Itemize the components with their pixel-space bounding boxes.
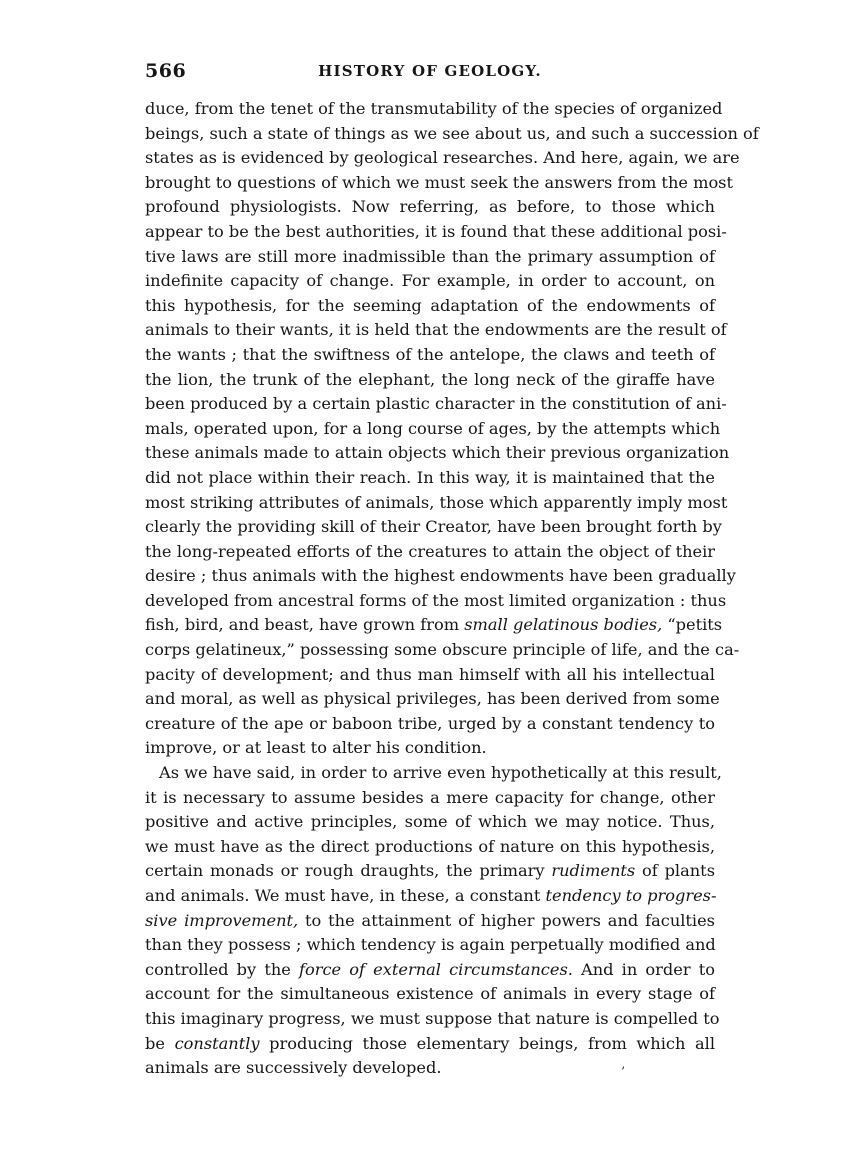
text-run: this imaginary progress, we must suppose that nature is compelled to (145, 1008, 720, 1028)
text-line (145, 466, 715, 491)
text-run: corps gelatineux,” possessing some obscure principle of life, and the ca- (145, 640, 740, 660)
text-line (145, 220, 727, 245)
text-run: fish, bird, and beast, have grown from (145, 615, 465, 635)
text-line (145, 884, 715, 909)
text-run: and moral, as well as physical privileges, has been derived from some (145, 689, 720, 709)
text-run: positive and active principles, some of which we may notice. Thus, (145, 812, 715, 832)
text-run: account for the simultaneous existence of animals in every stage of (145, 984, 715, 1004)
text-line (145, 491, 728, 516)
text-line (145, 810, 715, 835)
text-run: desire ; thus animals with the highest endowments have been gradually (145, 566, 736, 586)
text-run: creature of the ape or baboon tribe, urged by a constant tendency to (145, 713, 715, 733)
text-run: did not place within their reach. In this way, it is maintained that the (145, 467, 715, 487)
running-head (145, 60, 715, 86)
text-line (145, 269, 715, 294)
text-line (145, 392, 727, 417)
text-run: than they possess ; which tendency is again perpetually modified and (145, 935, 716, 955)
text-line (145, 343, 715, 368)
text-line (145, 318, 727, 343)
italic-phrase: tendency to progres- (545, 886, 717, 905)
text-line (145, 736, 715, 761)
text-run: pacity of development; and thus man himself with all his intellectual (145, 664, 715, 684)
text-run: producing those elementary beings, from which all (259, 1033, 715, 1053)
text-line (145, 564, 736, 589)
italic-phrase: constantly (174, 1033, 260, 1053)
text-run: the lion, the trunk of the elephant, the long neck of the giraffe have (145, 369, 715, 389)
text-line (145, 589, 727, 614)
text-line (145, 663, 715, 688)
text-run: animals are successively developed. (145, 1058, 442, 1078)
page-number: 566 (145, 60, 187, 82)
text-line (145, 515, 722, 540)
text-line (145, 417, 721, 442)
text-line (145, 368, 715, 393)
text-line (145, 786, 715, 811)
text-line (145, 982, 715, 1007)
italic-phrase: rudiments (551, 861, 636, 881)
text-line (145, 294, 715, 319)
text-run: the long-repeated efforts of the creatures to attain the object of their (145, 541, 715, 561)
running-title: HISTORY OF GEOLOGY. (318, 62, 542, 80)
text-line (145, 1056, 715, 1081)
text-run: tive laws are still more inadmissible than the primary assumption of (145, 246, 715, 266)
text-run: and animals. We must have, in these, a constant (145, 886, 546, 905)
paragraph (145, 97, 759, 761)
stray-ink-mark: ’ (621, 1065, 626, 1080)
text-line (145, 958, 715, 983)
text-line (145, 613, 723, 638)
text-line (145, 97, 723, 122)
text-run: improve, or at least to alter his condition. (145, 738, 487, 758)
italic-phrase: force of external circumstances. (299, 959, 573, 979)
text-run: indefinite capacity of change. For example, in order to account, on (145, 271, 715, 291)
text-run: appear to be the best authorities, it is found that these additional posi- (145, 221, 727, 241)
text-line (145, 638, 740, 663)
text-run: be (145, 1033, 175, 1053)
text-run: this hypothesis, for the seeming adaptation of the endowments of (145, 295, 715, 315)
text-run: developed from ancestral forms of the most limited organization : thus (145, 590, 727, 610)
text-line (145, 171, 733, 196)
text-line (145, 245, 715, 270)
text-line (145, 933, 715, 958)
paragraph (145, 761, 722, 1081)
text-run: controlled by the (145, 959, 299, 979)
text-line (145, 195, 715, 220)
text-line (145, 146, 740, 171)
text-run: duce, from the tenet of the transmutability of the species of organized (145, 99, 723, 118)
text-run: states as is evidenced by geological researches. And here, again, we are (145, 148, 740, 168)
italic-phrase: small gelatinous bodies, (464, 615, 663, 635)
text-line (145, 1032, 715, 1057)
text-line (145, 859, 715, 884)
text-line (145, 1007, 720, 1032)
text-run: of plants (635, 861, 715, 881)
text-line (145, 835, 715, 860)
text-run: been produced by a certain plastic character in the constitution of ani- (145, 394, 727, 414)
text-line (145, 687, 720, 712)
italic-phrase: sive improvement, (145, 910, 299, 930)
text-run: these animals made to attain objects which their previous organization (145, 443, 730, 463)
text-run: animals to their wants, it is held that the endowments are the result of (145, 320, 727, 340)
text-run: profound physiologists. Now referring, as before, to those which (145, 197, 715, 217)
text-run: And in order to (572, 959, 716, 979)
text-line (145, 761, 722, 786)
text-line (145, 712, 715, 737)
text-line (145, 441, 730, 466)
text-run: beings, such a state of things as we see about us, and such a succession of (145, 123, 759, 143)
body-text (145, 97, 759, 1081)
text-run: most striking attributes of animals, those which apparently imply most (145, 492, 728, 512)
text-run: As we have said, in order to arrive even hypothetically at this result, (159, 763, 722, 783)
text-run: mals, operated upon, for a long course of ages, by the attempts which (145, 418, 721, 438)
text-run: brought to questions of which we must seek the answers from the most (145, 172, 733, 192)
text-line (145, 540, 715, 565)
text-run: to the attainment of higher powers and faculties (298, 910, 715, 930)
text-run: it is necessary to assume besides a mere capacity for change, other (145, 787, 715, 807)
text-run: we must have as the direct productions of nature on this hypothesis, (145, 836, 715, 856)
text-run: certain monads or rough draughts, the primary (145, 861, 552, 881)
text-line (145, 909, 715, 934)
text-run: clearly the providing skill of their Creator, have been brought forth by (145, 517, 722, 537)
text-run: the wants ; that the swiftness of the antelope, the claws and teeth of (145, 344, 715, 364)
text-run: “petits (662, 615, 723, 635)
text-line (145, 122, 759, 147)
